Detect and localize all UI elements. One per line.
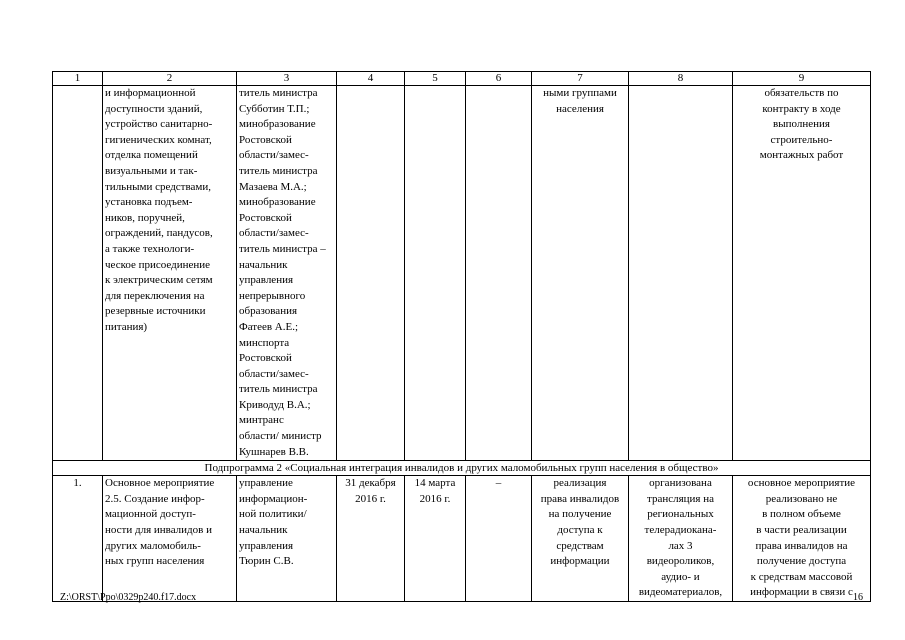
subprogram-row <box>53 461 871 476</box>
column-number-1: 1 <box>53 72 103 86</box>
row-1-reasons: основное мероприятие реализовано не в полном объеме в части реализации права инвалидов на получение доступа к средствам массовой информации в связи с <box>733 476 871 602</box>
row-1-end-date: – <box>466 476 532 602</box>
table-row <box>53 476 871 602</box>
row-1-planned-result: реализация права инвалидов на получение доступа к средствам информации <box>532 476 629 602</box>
cont-cell-actual-result <box>629 86 733 461</box>
column-number-5: 5 <box>405 72 466 86</box>
cont-cell-plan-date <box>337 86 405 461</box>
row-1-actual-result: организована трансляция на региональных телерадиокана- лах 3 видеороликов, аудио- и видеоматериалов, <box>629 476 733 602</box>
column-number-7: 7 <box>532 72 629 86</box>
cont-cell-end-date <box>466 86 532 461</box>
footer-page-number: 16 <box>853 592 863 603</box>
row-1-responsible: управление информацион- ной политики/ начальник управления Тюрин С.В. <box>237 476 337 602</box>
row-1-actual-date: 14 марта 2016 г. <box>405 476 466 602</box>
continuation-row <box>53 86 871 461</box>
cont-cell-reasons: обязательств по контракту в ходе выполнения строительно- монтажных работ <box>733 86 871 461</box>
cont-cell-measure: и информационной доступности зданий, устройство санитарно- гигиенических комнат, отделка помещений визуальными и так- тильными средствами, установка подъем- ников, поручней, ограждений, пандусов, а также технологи- ческое присоединение к электрическим сетям для переключения на резервные источники питания) <box>103 86 237 461</box>
footer-file-path: Z:\ORST\Ppo\0329p240.f17.docx <box>60 592 197 603</box>
cont-cell-actual-date <box>405 86 466 461</box>
row-1-number: 1. <box>53 476 103 602</box>
row-1-measure: Основное мероприятие 2.5. Создание инфор- мационной доступ- ности для инвалидов и других маломобиль- ных групп населения <box>103 476 237 602</box>
subprogram-title: Подпрограмма 2 «Социальная интеграция инвалидов и других маломобильных групп населения в общество» <box>53 461 871 476</box>
cont-cell-number <box>53 86 103 461</box>
column-number-2: 2 <box>103 72 237 86</box>
column-number-8: 8 <box>629 72 733 86</box>
document-table <box>52 71 871 602</box>
column-number-4: 4 <box>337 72 405 86</box>
column-number-row <box>53 72 871 86</box>
row-1-plan-date: 31 декабря 2016 г. <box>337 476 405 602</box>
column-number-3: 3 <box>237 72 337 86</box>
column-number-9: 9 <box>733 72 871 86</box>
cont-cell-responsible: титель министра Субботин Т.П.; минобразование Ростовской области/замес- титель министра Мазаева М.А.; минобразование Ростовской области/замес- титель министра – начальник управления непрерывного образования Фатеев А.Е.; минспорта Ростовской области/замес- титель министра Криводуд В.А.; минтранс области/ министр Кушнарев В.В. <box>237 86 337 461</box>
column-number-6: 6 <box>466 72 532 86</box>
cont-cell-planned-result: ными группами населения <box>532 86 629 461</box>
